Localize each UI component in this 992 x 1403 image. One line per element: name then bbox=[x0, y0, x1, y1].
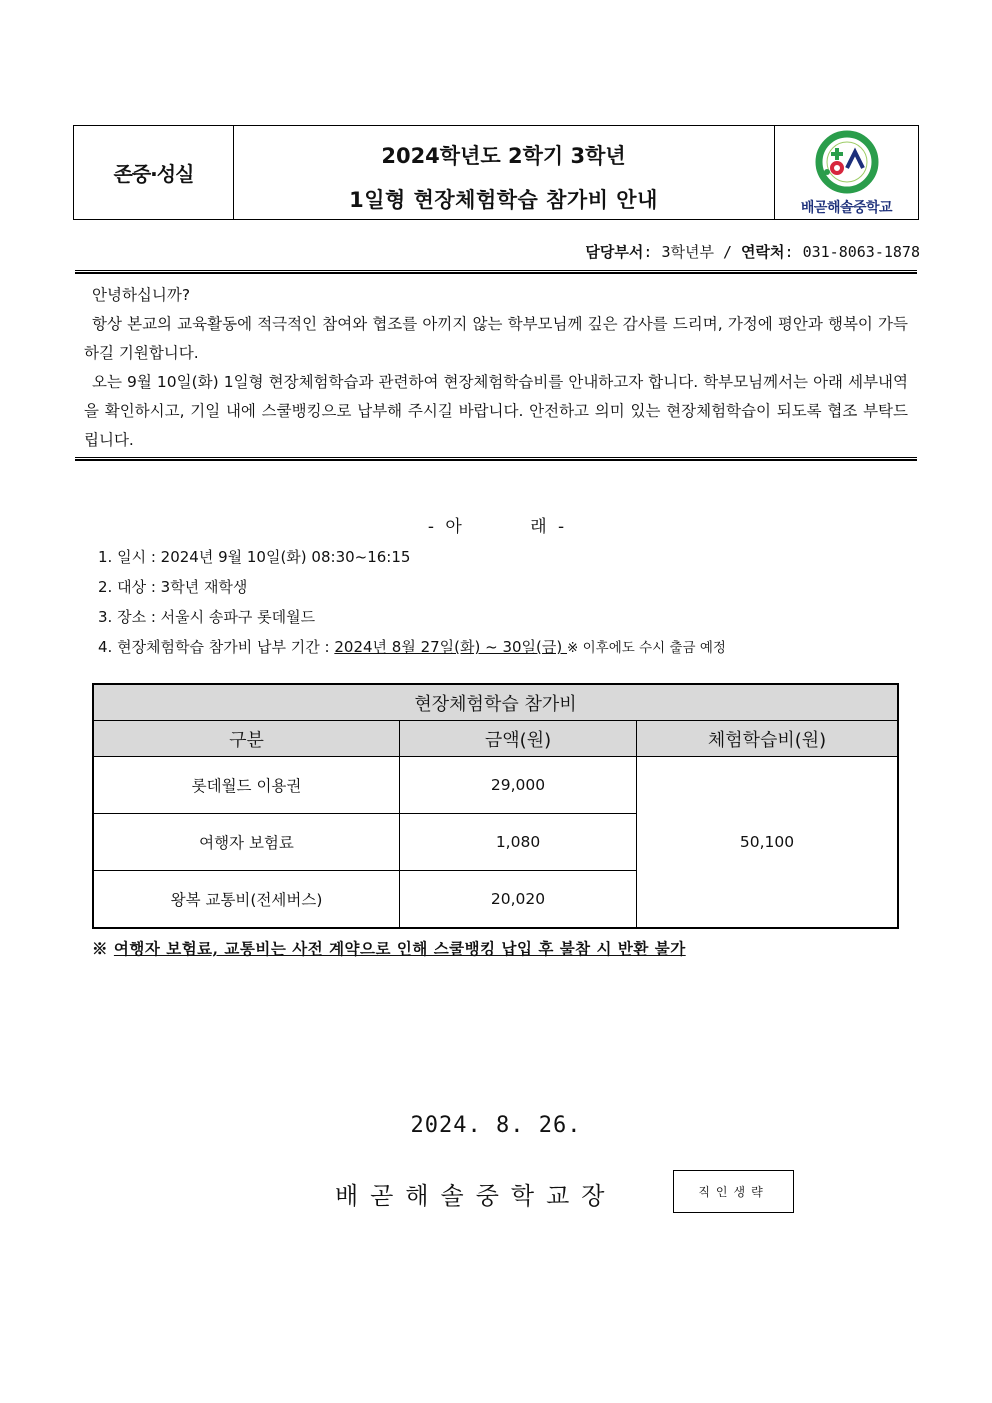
row-item: 왕복 교통비(전세버스) bbox=[93, 871, 400, 929]
dept-label: 담당부서 bbox=[585, 243, 644, 261]
payment-period-note: ※ 이후에도 수시 출금 예정 bbox=[567, 640, 726, 656]
letter-paragraph-1: 항상 본교의 교육활동에 적극적인 참여와 협조를 아끼지 않는 학부모님께 깊은 감사를 드리며, 가정에 평안과 행복이 가득하길 기원합니다. bbox=[84, 315, 908, 362]
row-amount: 29,000 bbox=[400, 757, 637, 814]
document-title bbox=[233, 126, 775, 219]
school-motto: 존중·성실 bbox=[74, 126, 234, 219]
contact-info bbox=[585, 241, 920, 262]
payment-period-label: 4. 현장체험학습 참가비 납부 기간 : bbox=[98, 638, 335, 656]
issue-date: 2024. 8. 26. bbox=[410, 1113, 582, 1138]
header-category: 구분 bbox=[93, 721, 400, 757]
phone-label: 연락처 bbox=[741, 243, 785, 261]
school-logo bbox=[774, 126, 919, 219]
footnote-mark: ※ bbox=[92, 939, 114, 958]
notice-item-target: 2. 대상 : 3학년 재학생 bbox=[98, 578, 248, 596]
fee-table-caption: 현장체험학습 참가비 bbox=[93, 684, 898, 721]
divider-bottom bbox=[75, 457, 917, 461]
title-line-1: 2024학년도 2학기 3학년 bbox=[381, 144, 626, 168]
phone-value: : 031-8063-1878 bbox=[784, 243, 920, 261]
row-amount: 1,080 bbox=[400, 814, 637, 871]
row-amount: 20,020 bbox=[400, 871, 637, 929]
header-amount: 금액(원) bbox=[400, 721, 637, 757]
table-row bbox=[93, 757, 898, 814]
footnote-text: 여행자 보험료, 교통비는 사전 계약으로 인해 스쿨뱅킹 납입 후 불참 시 반환 불가 bbox=[113, 939, 686, 958]
notice-item-date: 1. 일시 : 2024년 9월 10일(화) 08:30~16:15 bbox=[98, 548, 411, 566]
notice-item-place: 3. 장소 : 서울시 송파구 롯데월드 bbox=[98, 608, 316, 626]
seal-omitted-box: 직인생략 bbox=[673, 1170, 794, 1213]
divider-top bbox=[75, 270, 917, 274]
dept-value: : 3학년부 / bbox=[643, 243, 742, 261]
header-total: 체험학습비(원) bbox=[637, 721, 899, 757]
row-item: 여행자 보험료 bbox=[93, 814, 400, 871]
greeting: 안녕하십니까? bbox=[92, 286, 191, 304]
letter-paragraph-2: 오는 9월 10일(화) 1일형 현장체험학습과 관련하여 현장체험학습비를 안내하고자 합니다. 학부모님께서는 아래 세부내역을 확인하시고, 기일 내에 스쿨뱅킹으로 납부해 주시길 바랍니다. 안전하고 의미 있는 현장체험학습이 되도록 협조 부탁드립니다. bbox=[84, 373, 908, 449]
payment-period-dates: 2024년 8월 27일(화) ~ 30일(금) bbox=[334, 638, 568, 656]
total-amount: 50,100 bbox=[637, 757, 899, 929]
title-line-2: 1일형 현장체험학습 참가비 안내 bbox=[349, 188, 658, 212]
school-logo-icon bbox=[813, 130, 881, 196]
notice-heading: - 아 래 - bbox=[427, 517, 565, 537]
fee-table bbox=[92, 683, 899, 929]
row-item: 롯데월드 이용권 bbox=[93, 757, 400, 814]
notice-item-payment-period bbox=[98, 636, 726, 657]
refund-footnote bbox=[92, 937, 686, 959]
document-header bbox=[73, 125, 919, 220]
principal-signature: 배곧해솔중학교장 bbox=[335, 1182, 617, 1210]
school-logo-name: 배곧해솔중학교 bbox=[800, 200, 893, 216]
